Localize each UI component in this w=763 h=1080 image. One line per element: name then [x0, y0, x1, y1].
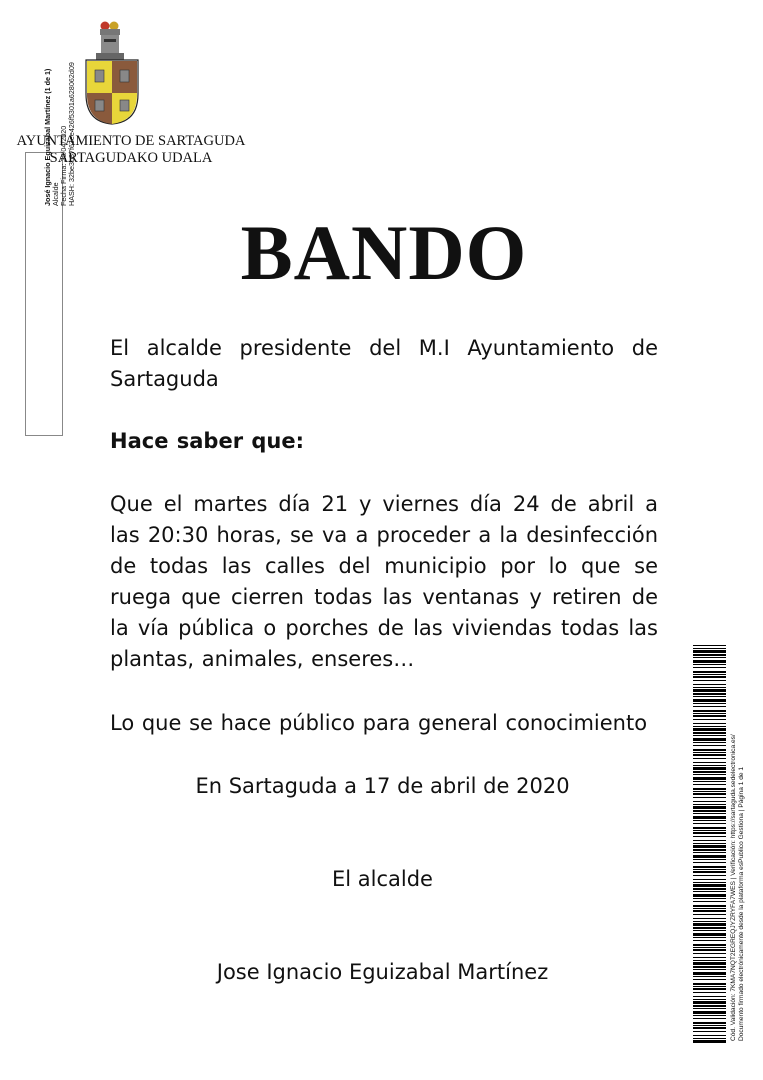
barcode-bar: [693, 901, 726, 902]
barcode-bar: [693, 645, 726, 646]
barcode-bar: [693, 745, 726, 746]
barcode-bar: [693, 703, 726, 704]
barcode-bar: [693, 804, 726, 805]
barcode-bar: [693, 1005, 726, 1007]
organization-name-basque: SARTAGUDAKO UDALA: [49, 150, 213, 166]
intro-paragraph: El alcalde presidente del M.I Ayuntamiento de Sartaguda: [110, 336, 658, 391]
barcode-bar: [693, 966, 726, 968]
barcode-bar: [693, 788, 726, 790]
barcode-bar: [693, 674, 726, 675]
signer-role: El alcalde: [332, 867, 433, 891]
barcode-bar: [693, 710, 726, 712]
document-title: BANDO: [240, 209, 528, 296]
barcode-bar: [693, 891, 726, 892]
barcode-bar: [693, 884, 726, 887]
barcode-bar: [693, 657, 726, 658]
barcode-bar: [693, 801, 726, 802]
barcode-bar: [693, 940, 726, 941]
barcode-bar: [693, 1018, 726, 1019]
barcode-bar: [693, 953, 726, 954]
barcode-bar: [693, 771, 726, 773]
barcode-bar: [693, 823, 726, 824]
barcode-bar: [693, 687, 726, 688]
barcode-bar: [693, 910, 726, 912]
barcode-bar: [693, 1011, 726, 1014]
barcode-bar: [693, 1031, 726, 1032]
barcode-bar: [693, 962, 726, 965]
barcode-bar: [693, 976, 726, 977]
barcode-bar: [693, 999, 726, 1000]
barcode-bar: [693, 728, 726, 731]
barcode-bar: [693, 937, 726, 938]
barcode-bar: [693, 767, 726, 770]
barcode-bar: [693, 810, 726, 812]
barcode-bar: [693, 983, 726, 985]
barcode-bar: [693, 762, 726, 763]
barcode-bar: [693, 862, 726, 863]
barcode-bar: [693, 806, 726, 809]
barcode-bar: [693, 992, 726, 993]
signature-date: Fecha Firma: 20/04/2020: [59, 125, 68, 206]
barcode-bar: [693, 777, 726, 780]
barcode-bar: [693, 1008, 726, 1009]
barcode-bar: [693, 832, 726, 834]
barcode-bar: [693, 742, 726, 743]
barcode-bar: [693, 765, 726, 766]
barcode-bar: [693, 871, 726, 873]
barcode-bar: [693, 667, 726, 668]
barcode-bar: [693, 905, 726, 907]
barcode-bar: [693, 693, 726, 695]
barcode-bar: [693, 969, 726, 970]
signer-name: Jose Ignacio Eguizabal Martínez: [216, 960, 549, 984]
barcode-bar: [693, 918, 726, 919]
validation-code-line: Cód. Validación: 7KMA7NQT2EGREQJYZRYFA7WES | Verificación: https://sartaguda.sedelectronica.es/: [730, 734, 737, 1041]
barcode-bar: [693, 813, 726, 814]
barcode-bar: [693, 671, 726, 673]
barcode-bar: [693, 715, 726, 717]
barcode-bar: [693, 1025, 726, 1026]
barcode-bar: [693, 735, 726, 736]
barcode-bar: [693, 713, 726, 714]
barcode-bar: [693, 921, 726, 922]
barcode-bar: [693, 660, 726, 663]
barcode-bar: [693, 914, 726, 915]
barcode-bar: [693, 699, 726, 702]
barcode-bar: [693, 875, 726, 876]
barcode-bar: [693, 749, 726, 751]
barcode-bar: [693, 696, 726, 697]
barcode-bar: [693, 781, 726, 782]
barcode-bar: [693, 758, 726, 759]
barcode-bar: [693, 793, 726, 795]
barcode-bar: [693, 927, 726, 929]
municipal-coat-of-arms-icon: [84, 20, 140, 126]
barcode-bar: [693, 843, 726, 844]
barcode-bar: [693, 726, 726, 727]
barcode-bar: [693, 654, 726, 656]
barcode-bar: [693, 1015, 726, 1016]
barcode-bar: [693, 719, 726, 720]
barcode-bar: [693, 650, 726, 653]
barcode-bar: [693, 845, 726, 848]
barcode-bar: [693, 949, 726, 951]
barcode-bar: [693, 827, 726, 829]
barcode-bar: [693, 996, 726, 997]
barcode-bar: [693, 1040, 726, 1043]
barcode-bar: [693, 866, 726, 868]
barcode-bar: [693, 723, 726, 724]
barcode-bar: [693, 797, 726, 798]
body-paragraph: Que el martes día 21 y viernes día 24 de abril a las 20:30 horas, se va a proceder a la desinfección de todas las calles del municipio por lo que se ruega que cierren todas las ventanas y retiren de la vía pública o porches de las viviendas todas las plantas, animales, enseres…: [110, 492, 658, 671]
signature-hash: HASH: 32be3b87f63ee426f5301a628062d09: [67, 62, 76, 206]
barcode-bar: [693, 947, 726, 948]
barcode-bar: [693, 972, 726, 975]
barcode-bar: [693, 908, 726, 909]
closing-paragraph: Lo que se hace público para general conocimiento: [110, 711, 648, 735]
barcode-bar: [693, 849, 726, 851]
barcode-bar: [693, 820, 726, 821]
barcode-bar: [693, 680, 726, 681]
barcode-bar: [693, 754, 726, 756]
barcode-bar: [693, 816, 726, 819]
barcode-bar: [693, 933, 726, 936]
signature-role: Alcalde: [51, 182, 60, 206]
barcode-bar: [693, 1038, 726, 1039]
barcode-bar: [693, 930, 726, 931]
place-date-line: En Sartaguda a 17 de abril de 2020: [195, 774, 570, 798]
barcode-bar: [693, 1035, 726, 1036]
barcode-bar: [693, 840, 726, 841]
signature-signer: José Ignacio Eguizabal Martínez (1 de 1): [43, 68, 52, 206]
barcode-bar: [693, 859, 726, 860]
barcode-bar: [693, 988, 726, 990]
barcode-bar: [693, 923, 726, 926]
barcode-bar: [693, 879, 726, 880]
barcode-bar: [693, 791, 726, 792]
barcode-bar: [693, 979, 726, 980]
barcode-bar: [693, 882, 726, 883]
barcode-bar: [693, 855, 726, 858]
barcode-bar: [693, 648, 726, 649]
lead-paragraph: Hace saber que:: [110, 429, 304, 453]
barcode-bar: [693, 774, 726, 775]
barcode-bar: [693, 888, 726, 890]
barcode-bar: [693, 894, 726, 897]
barcode-bar: [693, 664, 726, 665]
barcode-bar: [693, 957, 726, 958]
barcode-bar: [693, 689, 726, 692]
barcode-bar: [693, 960, 726, 961]
barcode-bar: [693, 1001, 726, 1004]
barcode-bar: [693, 869, 726, 870]
barcode-bar: [693, 676, 726, 678]
validation-barcode-icon: [693, 645, 726, 1043]
barcode-bar: [693, 898, 726, 899]
barcode-bar: [693, 944, 726, 946]
barcode-bar: [693, 784, 726, 785]
barcode-bar: [693, 752, 726, 753]
barcode-bar: [693, 706, 726, 707]
barcode-bar: [693, 852, 726, 853]
barcode-bar: [693, 836, 726, 837]
barcode-bar: [693, 684, 726, 685]
barcode-bar: [693, 738, 726, 741]
barcode-bar: [693, 1027, 726, 1029]
organization-name-spanish: AYUNTAMIENTO DE SARTAGUDA: [16, 133, 246, 149]
validation-platform-line: Documento firmado electrónicamente desde la plataforma esPublico Gestiona | Página 1 de 1: [738, 766, 745, 1041]
barcode-bar: [693, 986, 726, 987]
barcode-bar: [693, 732, 726, 734]
barcode-bar: [693, 830, 726, 831]
barcode-bar: [693, 1022, 726, 1024]
